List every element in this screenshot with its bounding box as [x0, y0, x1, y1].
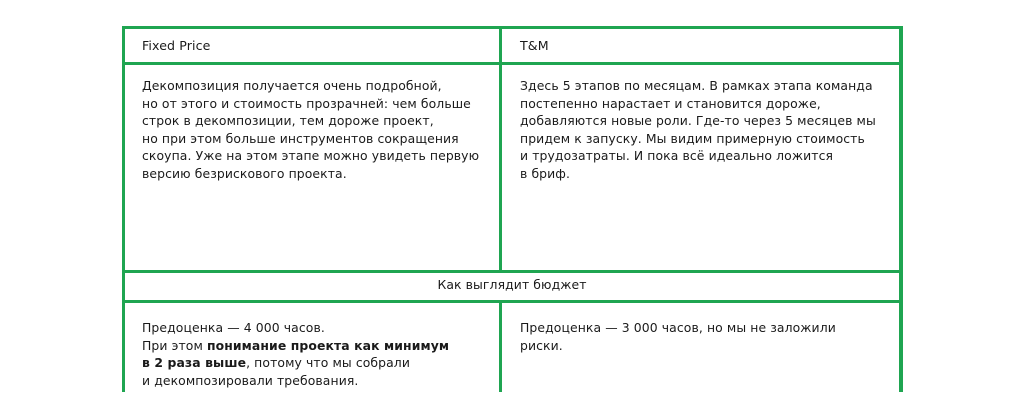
header-divider [125, 62, 899, 65]
fixed-price-line: но от этого и стоимость прозрачней: чем больше [142, 95, 471, 111]
tm-line: придем к запуску. Мы видим примерную стоимость [520, 130, 865, 146]
budget-header-top-divider [125, 270, 899, 273]
fixed-price-line: но при этом больше инструментов сокращения [142, 130, 459, 146]
tm-budget-line: риски. [520, 337, 563, 353]
fixed-price-budget-line [142, 337, 449, 355]
tm-line: постепенно нарастает и становится дороже, [520, 95, 821, 111]
tm-line: и трудозатраты. И пока всё идеально ложится [520, 148, 834, 164]
fixed-price-description [142, 77, 479, 183]
fixed-price-budget-line: и декомпозировали требования. [142, 372, 359, 388]
fixed-price-budget-line [142, 354, 449, 372]
fixed-price-line: скоупа. Уже на этом этапе можно увидеть первую [142, 148, 480, 164]
column-divider-bottom [499, 300, 502, 392]
comparison-table [122, 26, 903, 392]
budget-header-bottom-divider [125, 300, 899, 303]
tm-description [520, 77, 876, 183]
fixed-price-budget [142, 319, 449, 389]
budget-emphasis: в 2 раза выше [142, 355, 247, 371]
budget-emphasis: понимание проекта как минимум [206, 337, 450, 353]
column-divider-top [499, 29, 502, 270]
tm-line: Здесь 5 этапов по месяцам. В рамках этапа команда [520, 78, 873, 93]
fixed-price-budget-line: Предоценка — 4 000 часов. [142, 320, 325, 335]
budget-suffix: , потому что мы собрали [246, 355, 410, 371]
header-tm: T&M [520, 38, 549, 53]
tm-line: добавляются новые роли. Где-то через 5 месяцев мы [520, 113, 876, 129]
budget-prefix: При этом [142, 337, 207, 353]
header-fixed-price: Fixed Price [142, 38, 211, 53]
tm-budget [520, 319, 836, 354]
fixed-price-line: версию безрискового проекта. [142, 165, 347, 181]
budget-header: Как выглядит бюджет [437, 277, 587, 292]
tm-budget-line: Предоценка — 3 000 часов, но мы не заложили [520, 320, 836, 335]
fixed-price-line: Декомпозиция получается очень подробной, [142, 78, 442, 93]
tm-line: в бриф. [520, 165, 571, 181]
fixed-price-line: строк в декомпозиции, тем дороже проект, [142, 113, 434, 129]
